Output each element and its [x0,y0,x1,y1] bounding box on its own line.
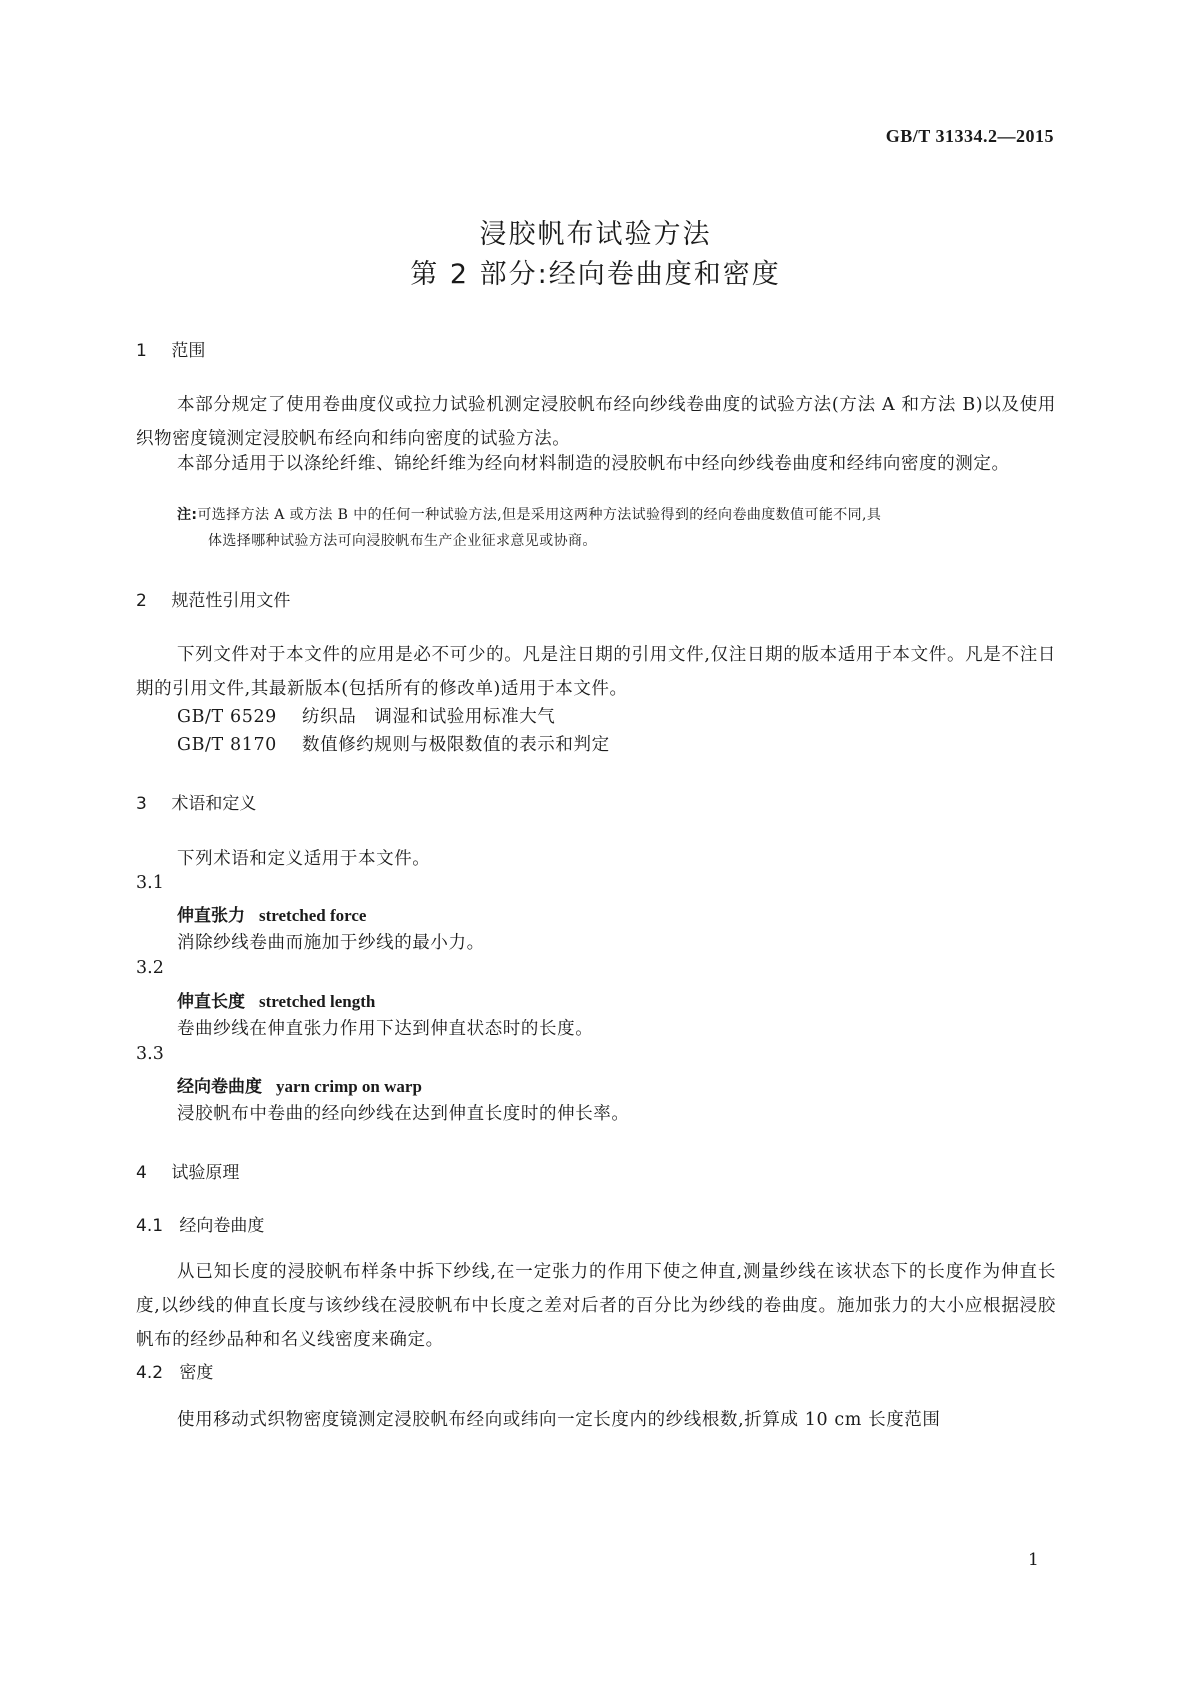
section-number: 3 [136,794,147,814]
term-number: 3.2 [136,958,164,978]
term-heading [177,1072,422,1097]
section-title: 范围 [171,341,206,361]
section-4-heading [136,1158,239,1183]
term-definition: 消除纱线卷曲而施加于纱线的最小力。 [177,933,485,953]
term-definition: 浸胶帆布中卷曲的经向纱线在达到伸直长度时的伸长率。 [177,1104,630,1124]
section-2-paragraph-1: 下列文件对于本文件的应用是必不可少的。凡是注日期的引用文件,仅注日期的版本适用于本文件。凡是不注日期的引用文件,其最新版本(包括所有的修改单)适用于本文件。 [136,645,1056,699]
section-2-heading [136,586,290,611]
term-number: 3.1 [136,873,164,893]
document-title-line1: 浸胶帆布试验方法 [479,219,712,250]
subsection-title: 经向卷曲度 [179,1216,265,1236]
subsection-title: 密度 [179,1363,214,1383]
section-1-paragraph-2: 本部分适用于以涤纶纤维、锦纶纤维为经向材料制造的浸胶帆布中经向纱线卷曲度和经纬向密度的测定。 [177,454,1010,474]
section-number: 2 [136,591,147,611]
term-english: yarn crimp on warp [276,1077,422,1096]
section-number: 1 [136,341,147,361]
subsection-4-1-paragraph: 从已知长度的浸胶帆布样条中拆下纱线,在一定张力的作用下使之伸直,测量纱线在该状态下的长度作为伸直长度,以纱线的伸直长度与该纱线在浸胶帆布中长度之差对后者的百分比为纱线的卷曲度。施加张力的大小应根据浸胶帆布的经纱品种和名义线密度来确定。 [136,1262,1056,1350]
term-chinese: 经向卷曲度 [177,1077,262,1097]
document-title-line2: 第 2 部分:经向卷曲度和密度 [410,259,781,290]
reference-title: 数值修约规则与极限数值的表示和判定 [302,735,610,755]
section-number: 4 [136,1163,147,1183]
section-1-heading [136,336,205,361]
section-title: 规范性引用文件 [171,591,291,611]
section-title: 试验原理 [171,1163,240,1183]
subsection-number: 4.2 [136,1363,164,1383]
note-line-2: 体选择哪种试验方法可向浸胶帆布生产企业征求意见或协商。 [208,533,597,549]
term-heading [177,901,366,926]
reference-title: 纺织品 调湿和试验用标准大气 [302,707,556,727]
term-definition: 卷曲纱线在伸直张力作用下达到伸直状态时的长度。 [177,1019,594,1039]
reference-code: GB/T 6529 [177,707,277,727]
reference-code: GB/T 8170 [177,735,277,755]
term-chinese: 伸直长度 [177,992,245,1012]
term-chinese: 伸直张力 [177,906,245,926]
subsection-number: 4.1 [136,1216,164,1236]
page-number: 1 [1028,1550,1039,1570]
subsection-4-2-heading [136,1358,213,1383]
normative-reference-1 [177,703,555,728]
normative-reference-2 [177,731,610,756]
subsection-4-1-heading [136,1211,264,1236]
section-3-intro: 下列术语和定义适用于本文件。 [177,849,431,869]
subsection-4-2-paragraph: 使用移动式织物密度镜测定浸胶帆布经向或纬向一定长度内的纱线根数,折算成 10 cm 长度范围 [177,1410,941,1430]
term-english: stretched length [259,992,376,1011]
term-english: stretched force [259,906,367,925]
section-1-paragraph-1: 本部分规定了使用卷曲度仪或拉力试验机测定浸胶帆布经向纱线卷曲度的试验方法(方法 A 和方法 B)以及使用织物密度镜测定浸胶帆布经向和纬向密度的试验方法。 [136,395,1056,449]
section-title: 术语和定义 [171,794,257,814]
term-heading [177,987,375,1012]
note-line-1: 可选择方法 A 或方法 B 中的任何一种试验方法,但是采用这两种方法试验得到的经向卷曲度数值可能不同,具 [197,507,882,523]
note-label: 注: [177,507,198,523]
term-number: 3.3 [136,1044,164,1064]
standard-code: GB/T 31334.2—2015 [885,126,1054,146]
section-3-heading [136,789,256,814]
section-1-note [177,502,1057,554]
